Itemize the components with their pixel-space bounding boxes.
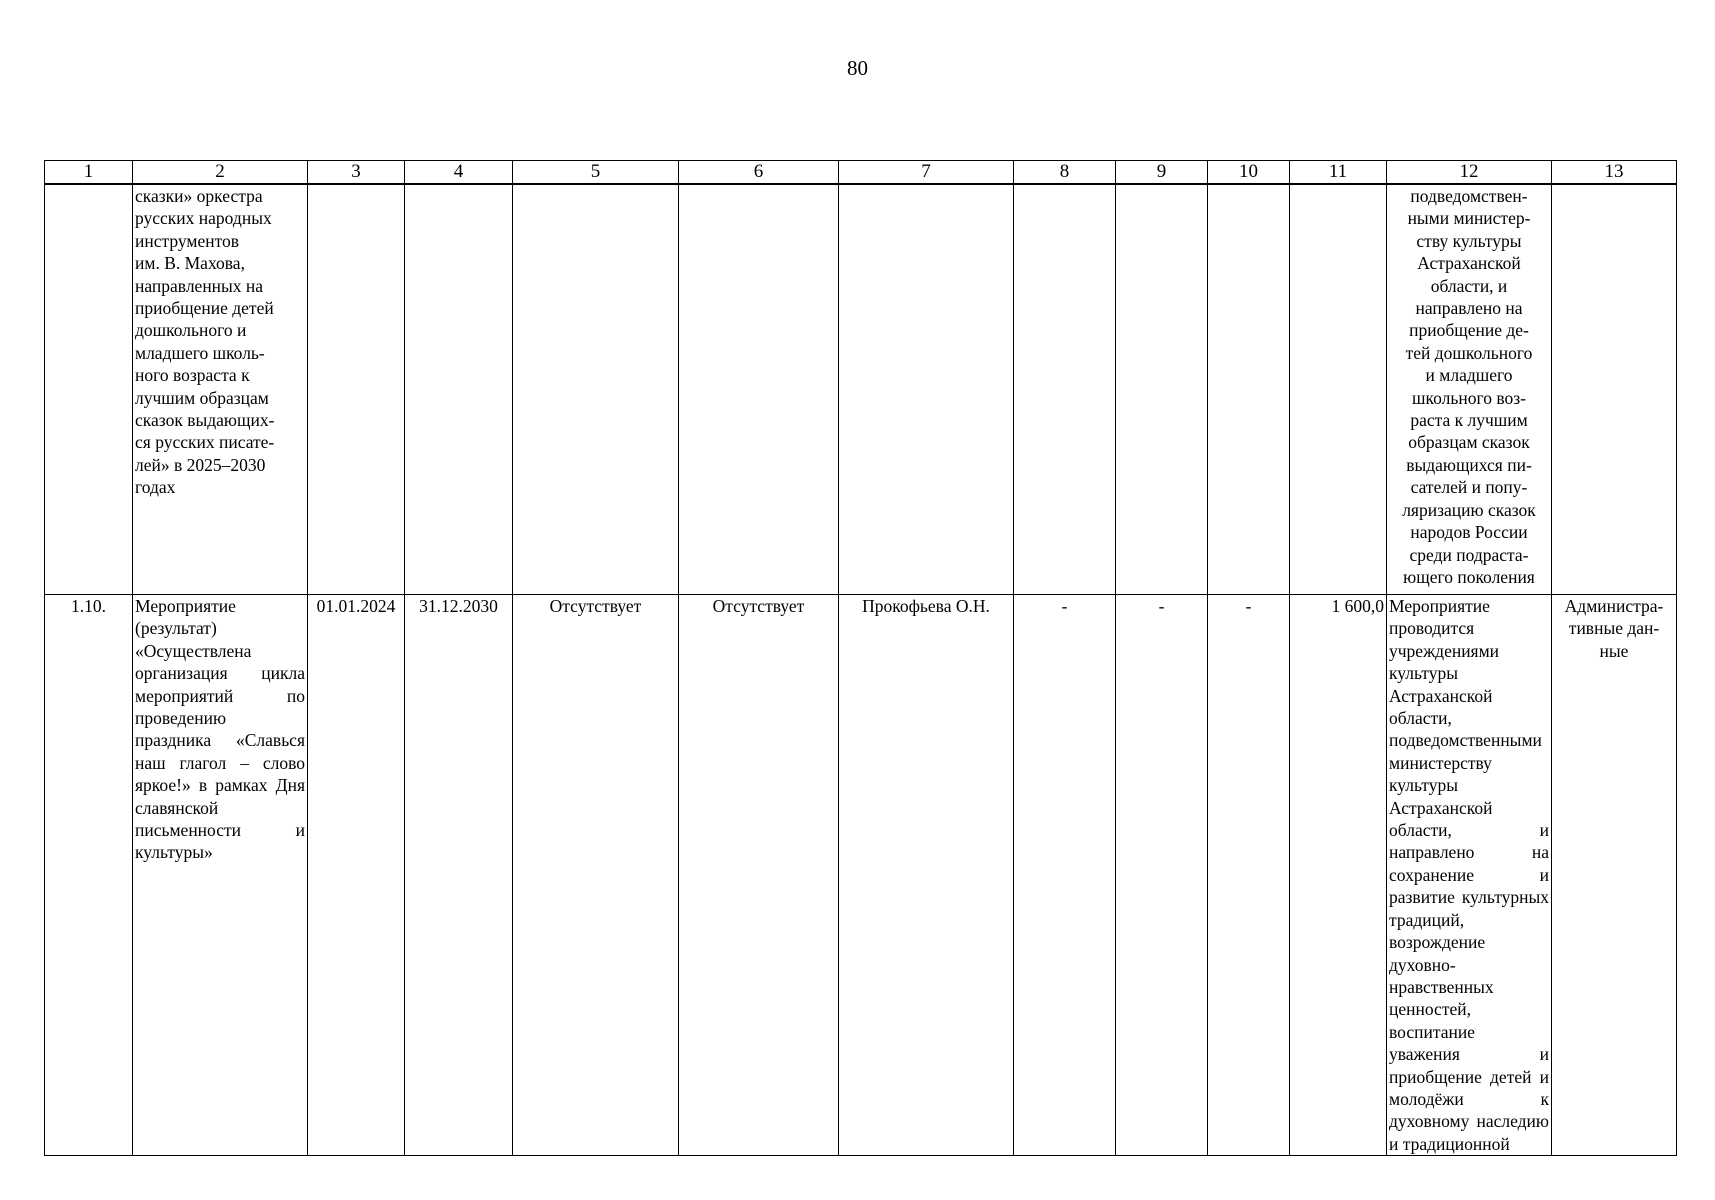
column-number: 10 bbox=[1208, 161, 1290, 185]
column-number: 7 bbox=[839, 161, 1014, 185]
column-number: 8 bbox=[1014, 161, 1116, 185]
column-number: 6 bbox=[679, 161, 839, 185]
cell-empty bbox=[1014, 184, 1116, 595]
column-number: 1 bbox=[45, 161, 133, 185]
end-date: 31.12.2030 bbox=[405, 595, 513, 1156]
col9-value: - bbox=[1116, 595, 1208, 1156]
col10-value: - bbox=[1208, 595, 1290, 1156]
responsible-person: Прокофьева О.Н. bbox=[839, 595, 1014, 1156]
cell-empty bbox=[679, 184, 839, 595]
cell-empty bbox=[405, 184, 513, 595]
cell-empty bbox=[839, 184, 1014, 595]
col5-value: Отсутствует bbox=[513, 595, 679, 1156]
cell-empty bbox=[1552, 184, 1677, 595]
continued-description: подведомствен- ными министер- ству культуры Астраханской области, и направлено на приобщение де- тей дошкольного и младшего школьного воз- раста к лучшим образцам сказок выдающихся пи- сателей и попу- ляризацию сказок народов России среди подраста- ющего поколения bbox=[1387, 184, 1552, 595]
cell-empty bbox=[513, 184, 679, 595]
column-number: 13 bbox=[1552, 161, 1677, 185]
cell-empty bbox=[1116, 184, 1208, 595]
page-number: 80 bbox=[847, 56, 868, 80]
cell-empty bbox=[1208, 184, 1290, 595]
column-number: 9 bbox=[1116, 161, 1208, 185]
column-number-row bbox=[45, 161, 1677, 185]
cell-empty bbox=[45, 184, 133, 595]
data-source: Администра- тивные дан- ные bbox=[1552, 595, 1677, 1156]
cell-empty bbox=[1290, 184, 1387, 595]
activity-description: Мероприятие проводится учреждениями культуры Астраханской области, подведомственными министерству культуры Астраханской области, и направлено на сохранение и развитие культурных традиций, возрождение духовно-нравственных ценностей, воспитание уважения и приобщение детей и молодёжи к духовному наследию и традиционной bbox=[1387, 595, 1552, 1156]
col6-value: Отсутствует bbox=[679, 595, 839, 1156]
start-date: 01.01.2024 bbox=[308, 595, 405, 1156]
table-row-continued bbox=[45, 184, 1677, 595]
column-number: 11 bbox=[1290, 161, 1387, 185]
funding-amount: 1 600,0 bbox=[1290, 595, 1387, 1156]
column-number: 4 bbox=[405, 161, 513, 185]
row-number: 1.10. bbox=[45, 595, 133, 1156]
table-row bbox=[45, 595, 1677, 1156]
activities-table bbox=[44, 160, 1677, 1156]
column-number: 3 bbox=[308, 161, 405, 185]
cell-empty bbox=[308, 184, 405, 595]
activity-title: Мероприятие (результат) «Осуществлена организация цикла мероприятий по проведению праздника «Славься наш глагол – слово яркое!» в рамках Дня славянской письменности и культуры» bbox=[133, 595, 308, 1156]
column-number: 5 bbox=[513, 161, 679, 185]
continued-activity-title: сказки» оркестра русских народных инструментов им. В. Махова, направленных на приобщение детей дошкольного и младшего школь- ного возраста к лучшим образцам сказок выдающих- ся русских писате- лей» в 2025–2030 годах bbox=[133, 184, 308, 595]
col8-value: - bbox=[1014, 595, 1116, 1156]
column-number: 2 bbox=[133, 161, 308, 185]
column-number: 12 bbox=[1387, 161, 1552, 185]
